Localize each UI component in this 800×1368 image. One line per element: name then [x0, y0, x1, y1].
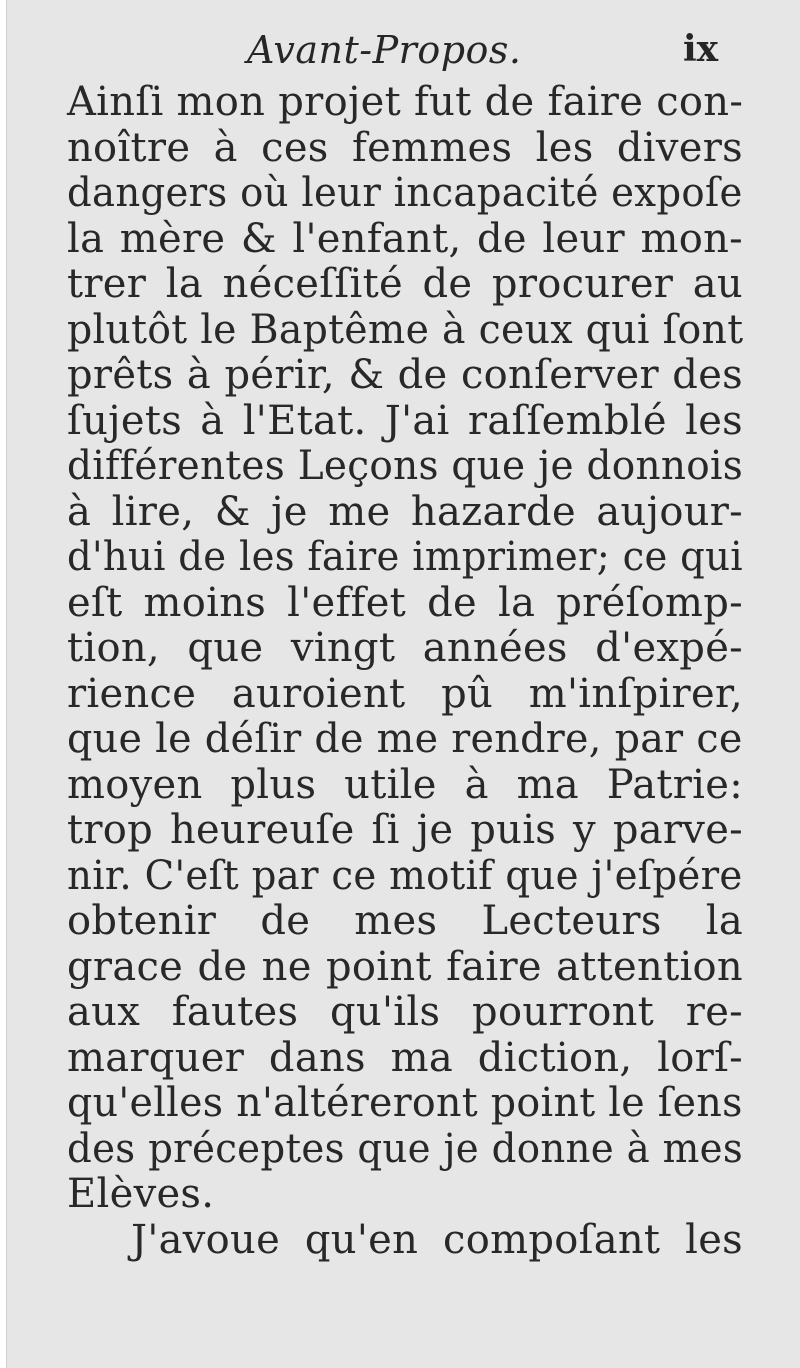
text-line: noître à ces femmes les divers	[67, 124, 743, 171]
text-line: d'hui de les faire imprimer; ce qui	[67, 534, 743, 580]
paragraph-start-line: J'avoue qu'en compoſant les	[131, 1216, 743, 1263]
running-title: Avant-Propos.	[247, 28, 522, 72]
book-page	[6, 0, 800, 1368]
text-line: la mère & l'enfant, de leur mon-	[67, 215, 743, 262]
text-line: trop heureuſe ſi je puis y parve-	[67, 807, 743, 853]
text-line: à lire, & je me hazarde aujour-	[67, 488, 743, 535]
text-line: rience auroient pû m'inſpirer,	[67, 670, 743, 717]
text-line: que le déſir de me rendre, par ce	[67, 716, 743, 762]
text-line: plutôt le Baptême à ceux qui ſont	[67, 306, 744, 353]
page-number: ix	[683, 28, 719, 70]
text-line: prêts à périr, & de conſerver des	[67, 352, 743, 398]
text-line: des préceptes que je donne à mes	[67, 1125, 744, 1172]
text-line: nir. C'eſt par ce motif que j'eſpére	[67, 852, 743, 899]
text-line: tion, que vingt années d'expé-	[67, 625, 743, 671]
text-line: Ainſi mon projet fut de faire con-	[67, 79, 744, 125]
text-line: obtenir de mes Lecteurs la	[67, 898, 743, 944]
text-line: trer la néceſſité de procurer au	[67, 261, 743, 307]
text-line: aux fautes qu'ils pourront re-	[67, 989, 743, 1035]
text-line: moyen plus utile à ma Patrie:	[67, 761, 743, 808]
text-line: dangers où leur incapacité expoſe	[67, 170, 743, 216]
text-line: marquer dans ma diction, lorſ-	[67, 1034, 743, 1081]
text-line: ſujets à l'Etat. J'ai raſſemblé les	[67, 397, 743, 444]
text-line: grace de ne point faire attention	[67, 943, 743, 990]
paragraph-end-line: Elèves.	[67, 1171, 215, 1217]
body-text	[67, 80, 743, 1263]
text-line: eſt moins l'effet de la préſomp-	[67, 579, 743, 626]
text-line: différentes Leçons que je donnois	[67, 443, 744, 489]
text-line: qu'elles n'altéreront point le ſens	[67, 1080, 743, 1126]
